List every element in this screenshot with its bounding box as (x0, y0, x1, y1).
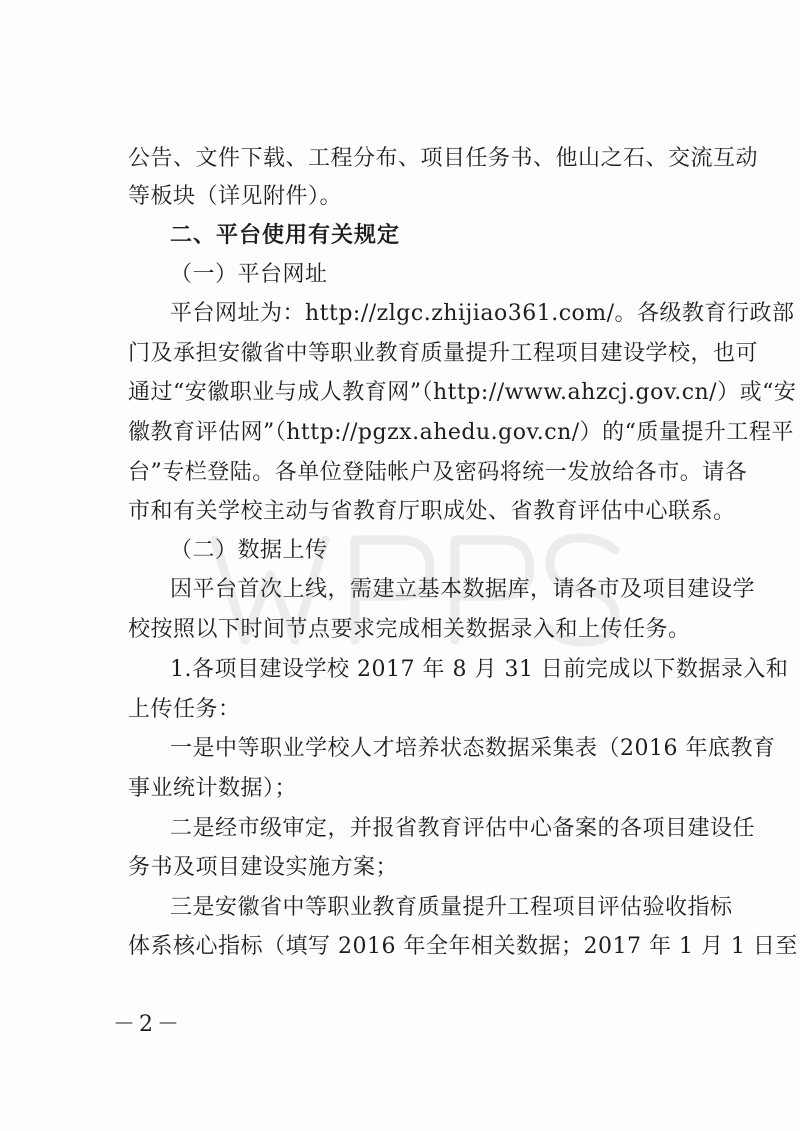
text-line: 市和有关学校主动与省教育厅职成处、省教育评估中心联系。 (128, 499, 736, 524)
section-heading: 二、平台使用有关规定 (170, 223, 401, 248)
text-line: 台”专栏登陆。各单位登陆帐户及密码将统一发放给各市。请各 (128, 460, 748, 485)
text-line: 一是中等职业学校人才培养状态数据采集表（2016 年底教育 (170, 736, 776, 761)
text-line: 上传任务： (128, 697, 241, 722)
text-line: 等板块（详见附件）。 (128, 184, 343, 209)
text-line: 事业统计数据）； (128, 776, 298, 801)
text-line: 通过“安徽职业与成人教育网”（http://www.ahzcj.gov.cn/）或“安 (128, 380, 797, 405)
page-number: －2－ (113, 1012, 183, 1037)
text-line: 1.各项目建设学校 2017 年 8 月 31 日前完成以下数据录入和 (170, 657, 789, 682)
subsection-heading: （二）数据上传 (170, 538, 328, 563)
text-line: 体系核心指标（填写 2016 年全年相关数据；2017 年 1 月 1 日至 (128, 934, 798, 959)
text-line: 三是安徽省中等职业教育质量提升工程项目评估验收指标 (170, 895, 733, 920)
text-line: 平台网址为：http://zlgc.zhijiao361.com/。各级教育行政部 (170, 301, 795, 326)
text-line: 校按照以下时间节点要求完成相关数据录入和上传任务。 (128, 617, 691, 642)
text-line: 门及承担安徽省中等职业教育质量提升工程项目建设学校，也可 (128, 341, 759, 366)
text-line: 徽教育评估网”（http://pgzx.ahedu.gov.cn/）的“质量提升工程平 (128, 420, 794, 445)
subsection-heading: （一）平台网址 (170, 262, 328, 287)
text-line: 二是经市级审定，并报省教育评估中心备案的各项目建设任 (170, 816, 756, 841)
text-line: 公告、文件下载、工程分布、项目任务书、他山之石、交流互动 (128, 146, 759, 171)
text-line: 务书及项目建设实施方案； (128, 855, 399, 880)
text-line: 因平台首次上线，需建立基本数据库，请各市及项目建设学 (170, 577, 756, 602)
